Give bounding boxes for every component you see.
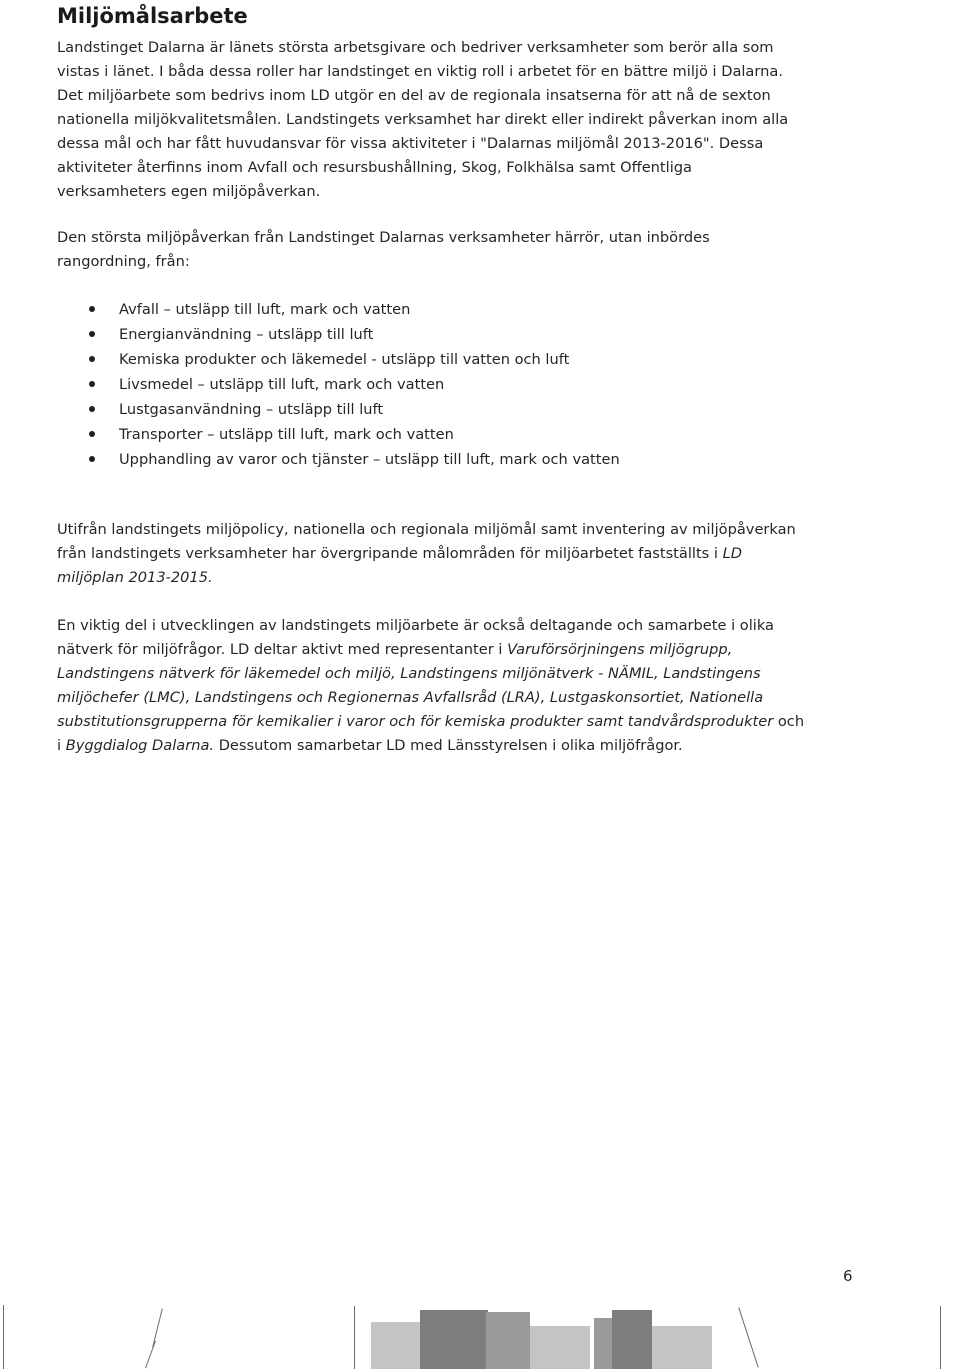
scan-block xyxy=(652,1326,712,1369)
scan-line xyxy=(940,1306,941,1369)
intro-paragraph xyxy=(57,36,788,204)
bullet-icon xyxy=(89,306,95,312)
text-run-italic: miljöplan 2013-2015. xyxy=(57,569,213,586)
list-item xyxy=(57,397,620,422)
list-item xyxy=(57,297,620,322)
text-line: Den största miljöpåverkan från Landstinget Dalarnas verksamheter härrör, utan inbördes xyxy=(57,229,710,246)
text-line xyxy=(57,734,804,758)
list-item-text: Kemiska produkter och läkemedel - utsläpp till vatten och luft xyxy=(119,351,570,368)
text-line xyxy=(57,542,796,566)
text-line: Landstinget Dalarna är länets största arbetsgivare och bedriver verksamheter som berör alla som xyxy=(57,39,774,56)
text-run-italic: Byggdialog Dalarna. xyxy=(65,737,215,754)
text-run: i xyxy=(57,737,62,754)
text-run: och xyxy=(777,713,805,730)
scan-line xyxy=(3,1305,4,1369)
text-run: Dessutom samarbetar LD med Länsstyrelsen i olika miljöfrågor. xyxy=(218,737,683,754)
scan-block xyxy=(530,1326,590,1369)
text-line: rangordning, från: xyxy=(57,253,190,270)
scan-line xyxy=(354,1306,355,1369)
text-run-italic: substitutionsgrupperna för kemikalier i varor och för kemiska produkter samt tandvårdsprodukter xyxy=(57,713,774,730)
text-line: nationella miljökvalitetsmålen. Landstingets verksamhet har direkt eller indirekt påverkan inom alla xyxy=(57,111,789,128)
scan-line xyxy=(738,1307,758,1367)
text-line: Det miljöarbete som bedrivs inom LD utgör en del av de regionala insatserna för att nå de sexton xyxy=(57,87,771,104)
bullet-icon xyxy=(89,331,95,337)
text-run: nätverk för miljöfrågor. LD deltar aktivt med representanter i xyxy=(57,641,503,658)
bullet-icon xyxy=(89,356,95,362)
list-item xyxy=(57,347,620,372)
scan-line xyxy=(145,1341,156,1369)
text-line: vistas i länet. I båda dessa roller har landstinget en viktig roll i arbetet för en bättre miljö i Dalarna. xyxy=(57,63,783,80)
scan-block xyxy=(486,1312,530,1369)
text-run: från landstingets verksamheter har övergripande målområden för miljöarbetet fastställts i xyxy=(57,545,718,562)
list-item xyxy=(57,447,620,472)
text-run-italic: LD xyxy=(722,545,742,562)
text-line xyxy=(57,710,804,734)
text-line xyxy=(57,686,804,710)
impact-intro-paragraph xyxy=(57,226,710,274)
impact-list xyxy=(57,297,620,472)
bullet-icon xyxy=(89,381,95,387)
list-item-text: Upphandling av varor och tjänster – utsläpp till luft, mark och vatten xyxy=(119,451,620,468)
text-run-italic: miljöchefer (LMC), Landstingens och Regionernas Avfallsråd (LRA), Lustgaskonsortiet, Nationella xyxy=(57,689,764,706)
list-item xyxy=(57,422,620,447)
text-line: Utifrån landstingets miljöpolicy, nationella och regionala miljömål samt inventering av miljöpåverkan xyxy=(57,521,796,538)
text-line: verksamheters egen miljöpåverkan. xyxy=(57,183,321,200)
bullet-icon xyxy=(89,456,95,462)
list-item-text: Lustgasanvändning – utsläpp till luft xyxy=(119,401,384,418)
bullet-icon xyxy=(89,431,95,437)
bullet-icon xyxy=(89,406,95,412)
text-line: dessa mål och har fått huvudansvar för vissa aktiviteter i "Dalarnas miljömål 2013-2016". Dessa xyxy=(57,135,764,152)
list-item xyxy=(57,372,620,397)
text-run-italic: Varuförsörjningens miljögrupp, xyxy=(507,641,733,658)
scan-block xyxy=(612,1310,652,1369)
text-run-italic: Landstingens nätverk för läkemedel och miljö, Landstingens miljönätverk - NÄMIL, Landstingens xyxy=(57,665,761,682)
page-number: 6 xyxy=(843,1267,853,1285)
scan-block xyxy=(371,1322,427,1369)
policy-paragraph xyxy=(57,518,796,590)
list-item xyxy=(57,322,620,347)
list-item-text: Livsmedel – utsläpp till luft, mark och vatten xyxy=(119,376,445,393)
text-line xyxy=(57,662,804,686)
text-line: aktiviteter återfinns inom Avfall och resursbushållning, Skog, Folkhälsa samt Offentliga xyxy=(57,159,692,176)
page-title: Miljömålsarbete xyxy=(57,4,248,28)
list-item-text: Energianvändning – utsläpp till luft xyxy=(119,326,374,343)
network-paragraph xyxy=(57,614,804,758)
list-item-text: Avfall – utsläpp till luft, mark och vatten xyxy=(119,301,411,318)
list-item-text: Transporter – utsläpp till luft, mark och vatten xyxy=(119,426,454,443)
text-line xyxy=(57,638,804,662)
text-line: En viktig del i utvecklingen av landstingets miljöarbete är också deltagande och samarbete i olika xyxy=(57,617,774,634)
text-line xyxy=(57,566,796,590)
scan-block xyxy=(420,1310,488,1369)
